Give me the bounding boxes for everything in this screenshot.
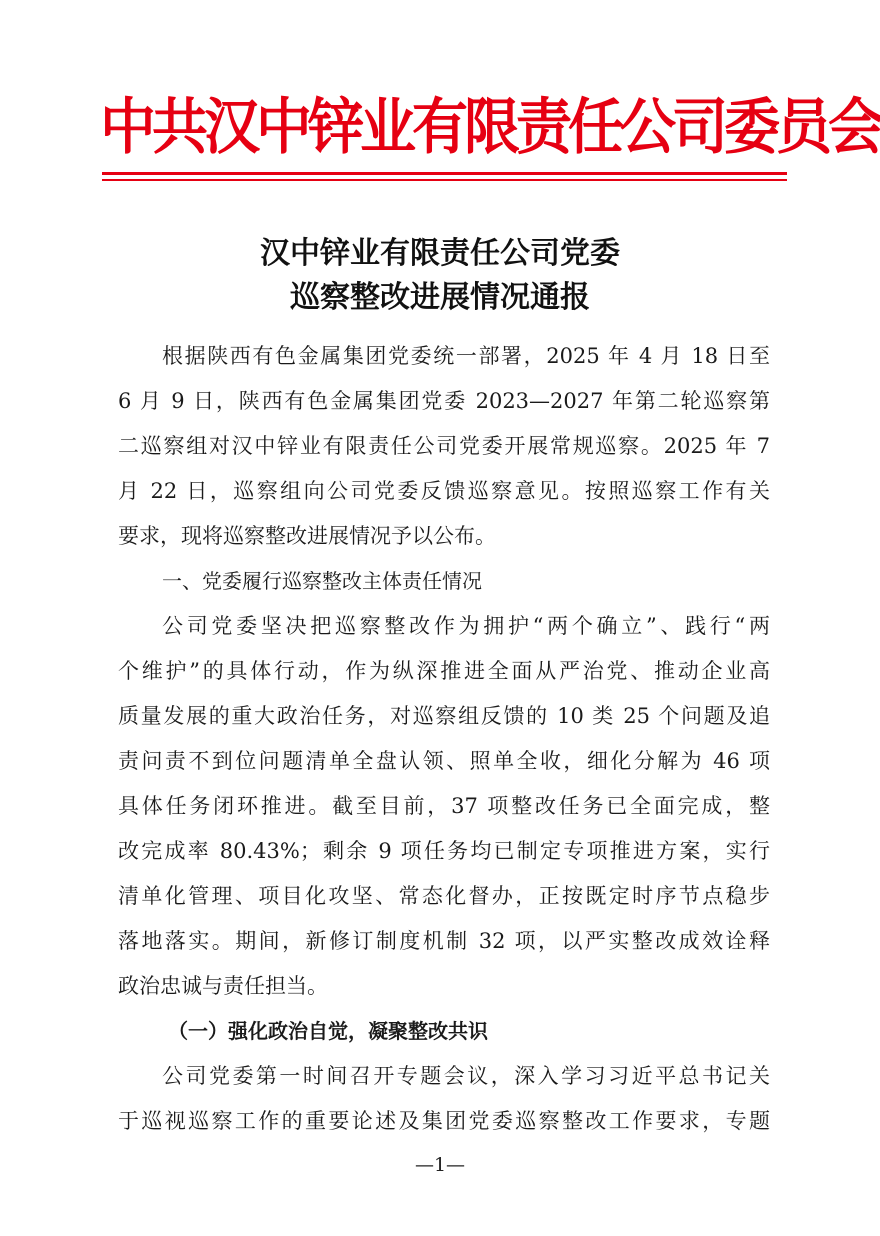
paragraph-1-line: 二巡察组对汉中锌业有限责任公司党委开展常规巡察。2025 年 7 [118,434,770,458]
paragraph-2-line: 责问责不到位问题清单全盘认领、照单全收，细化分解为 46 项 [118,749,770,773]
paragraph-3-line: 于巡视巡察工作的重要论述及集团党委巡察整改工作要求，专题 [118,1109,770,1133]
page-number: —1— [414,1154,466,1176]
paragraph-2-line: 落地落实。期间，新修订制度机制 32 项，以严实整改成效诠释 [118,929,770,953]
paragraph-2-line: 政治忠诚与责任担当。 [118,974,328,998]
paragraph-2-line: 具体任务闭环推进。截至目前，37 项整改任务已全面完成，整 [118,794,770,818]
subsection-heading-1: （一）强化政治自觉，凝聚整改共识 [168,1019,488,1043]
paragraph-1-line: 月 22 日，巡察组向公司党委反馈巡察意见。按照巡察工作有关 [118,479,770,503]
paragraph-2-line: 清单化管理、项目化攻坚、常态化督办，正按既定时序节点稳步 [118,884,770,908]
letterhead-thick-rule [102,172,787,175]
letterhead-org-name: 中共汉中锌业有限责任公司委员会 [100,92,880,163]
paragraph-1-line: 6 月 9 日，陕西有色金属集团党委 2023—2027 年第二轮巡察第 [118,389,770,413]
document-body [118,334,770,1144]
letterhead-thin-rule [102,179,787,181]
paragraph-2-line: 公司党委坚决把巡察整改作为拥护“两个确立”、践行“两 [162,614,770,638]
document-title-line-2: 巡察整改进展情况通报 [290,280,590,315]
paragraph-2-line: 质量发展的重大政治任务，对巡察组反馈的 10 类 25 个问题及追 [118,704,770,728]
section-heading-1: 一、党委履行巡察整改主体责任情况 [162,569,482,593]
document-title-line-1: 汉中锌业有限责任公司党委 [260,236,620,271]
paragraph-3-line: 公司党委第一时间召开专题会议，深入学习习近平总书记关 [162,1064,770,1088]
paragraph-1-line: 要求，现将巡察整改进展情况予以公布。 [118,524,496,548]
paragraph-2-line: 个维护”的具体行动，作为纵深推进全面从严治党、推动企业高 [118,659,770,683]
paragraph-2-line: 改完成率 80.43%；剩余 9 项任务均已制定专项推进方案，实行 [118,839,770,863]
paragraph-1-line: 根据陕西有色金属集团党委统一部署，2025 年 4 月 18 日至 [162,344,770,368]
